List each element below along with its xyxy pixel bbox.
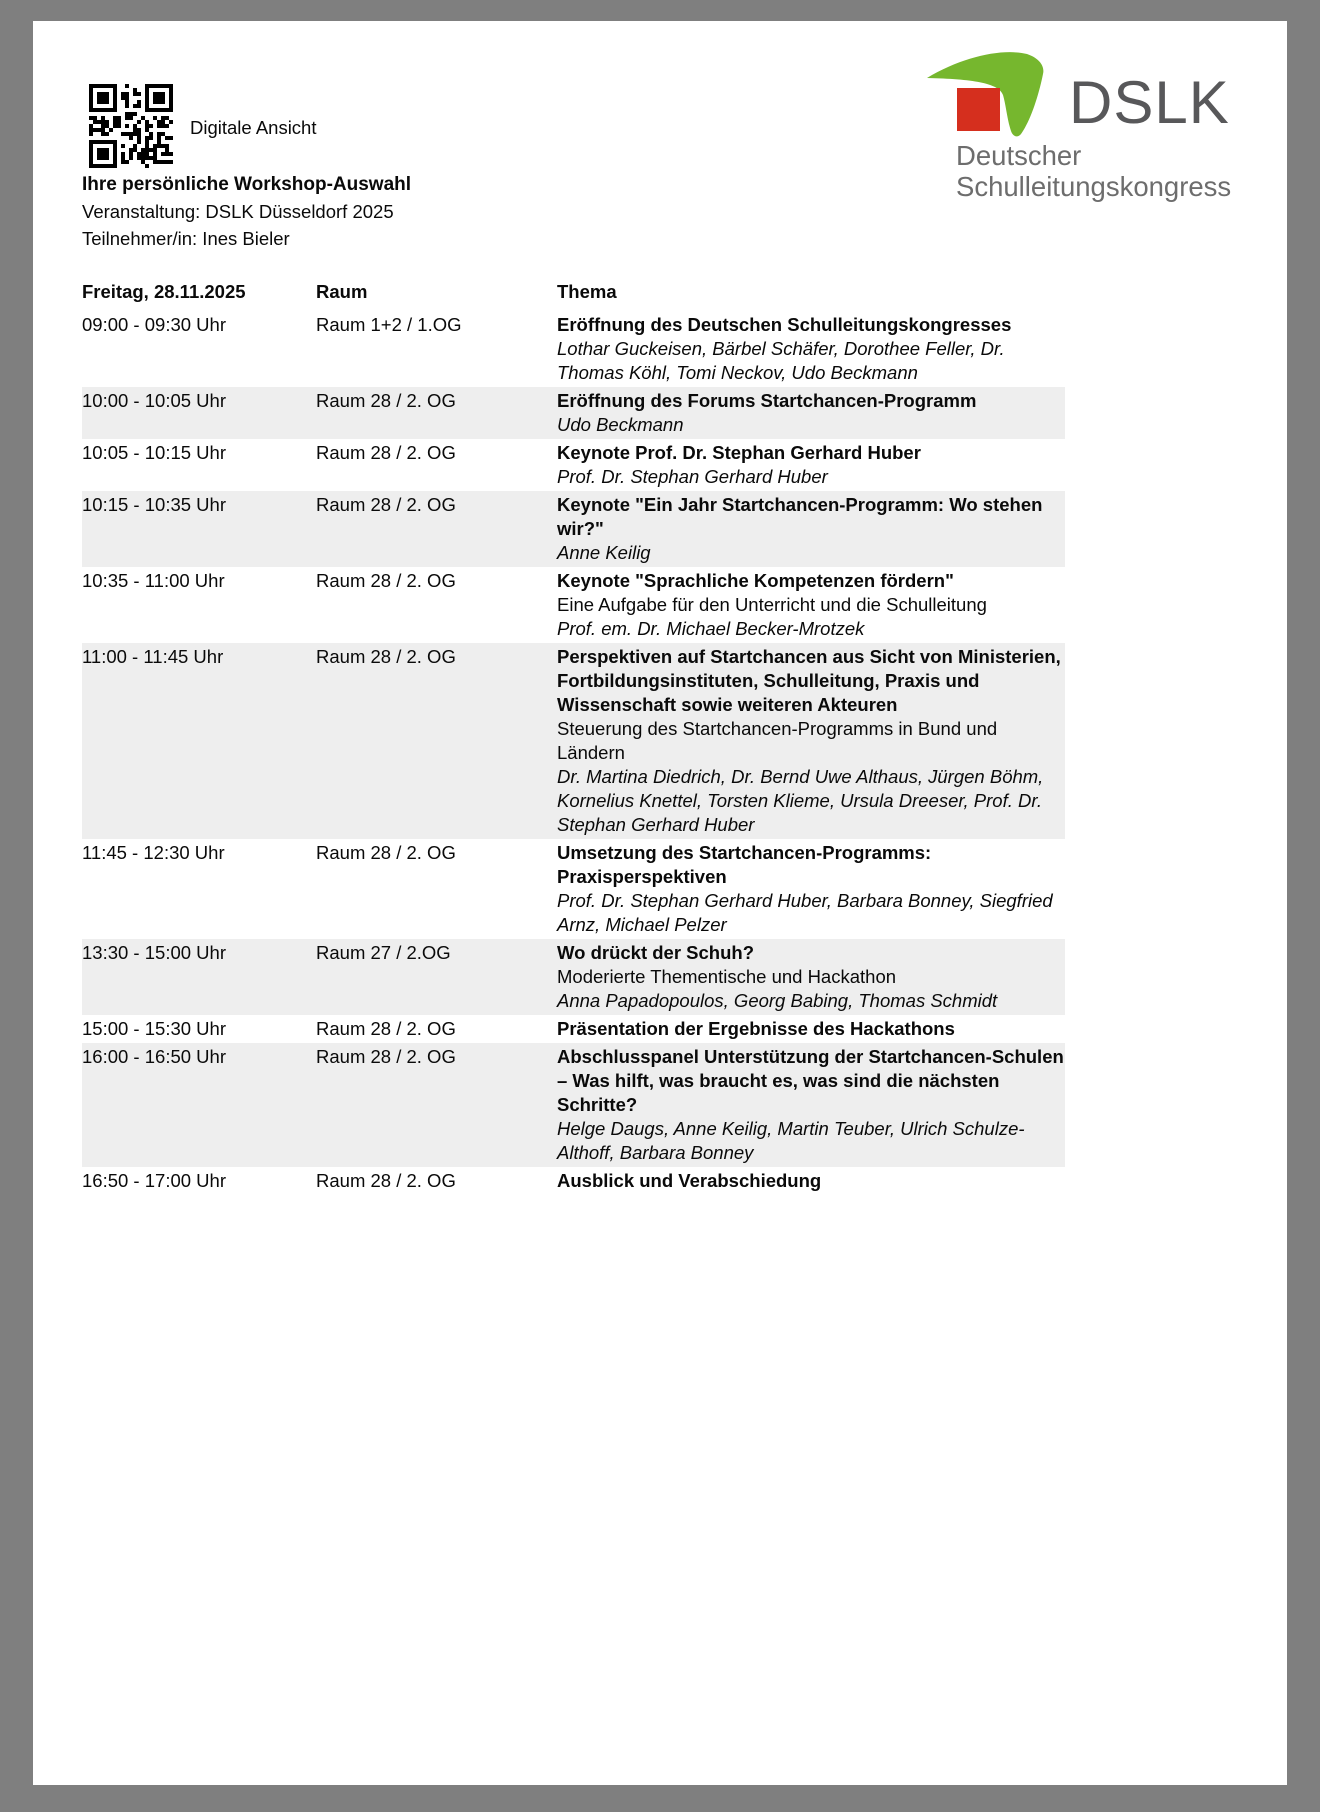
row-time: 10:00 - 10:05 Uhr (82, 390, 226, 411)
header-date: Freitag, 28.11.2025 (82, 281, 246, 302)
row-time: 10:35 - 11:00 Uhr (82, 570, 225, 591)
session-speakers: Anne Keilig (557, 542, 651, 563)
dslk-swoosh-icon (927, 50, 1045, 138)
session-title: Umsetzung des Startchancen-Programms: Praxisperspektiven (557, 842, 932, 887)
session-title: Eröffnung des Forums Startchancen-Programm (557, 390, 977, 411)
table-row (82, 567, 1065, 643)
session-title: Perspektiven auf Startchancen aus Sicht von Ministerien, Fortbildungsinstituten, Schulleitung, Praxis und Wissenschaft sowie weiteren Akteuren (557, 646, 1061, 715)
row-room: Raum 1+2 / 1.OG (316, 314, 462, 335)
event-line: Veranstaltung: DSLK Düsseldorf 2025 (82, 201, 394, 222)
row-thema (557, 313, 1065, 385)
session-title: Eröffnung des Deutschen Schulleitungskongresses (557, 314, 1012, 335)
session-speakers: Lothar Guckeisen, Bärbel Schäfer, Dorothee Feller, Dr. Thomas Köhl, Tomi Neckov, Udo Beckmann (557, 338, 1005, 383)
row-thema (557, 941, 1065, 1013)
table-header-row (82, 278, 1065, 306)
row-room: Raum 28 / 2. OG (316, 570, 456, 591)
row-thema (557, 1169, 1065, 1193)
session-speakers: Prof. em. Dr. Michael Becker-Mrotzek (557, 618, 865, 639)
row-time: 11:00 - 11:45 Uhr (82, 646, 224, 667)
qr-label: Digitale Ansicht (190, 117, 317, 138)
session-speakers: Anna Papadopoulos, Georg Babing, Thomas Schmidt (557, 990, 998, 1011)
session-subtitle: Eine Aufgabe für den Unterricht und die Schulleitung (557, 594, 987, 615)
logo-subtitle (956, 140, 1231, 202)
logo-red-square (957, 88, 1000, 131)
table-row (82, 939, 1065, 1015)
row-time: 15:00 - 15:30 Uhr (82, 1018, 226, 1039)
row-room: Raum 28 / 2. OG (316, 390, 456, 411)
table-row (82, 491, 1065, 567)
row-time: 16:50 - 17:00 Uhr (82, 1170, 226, 1191)
row-room: Raum 28 / 2. OG (316, 442, 456, 463)
table-row (82, 839, 1065, 939)
row-room: Raum 28 / 2. OG (316, 1046, 456, 1067)
session-speakers: Prof. Dr. Stephan Gerhard Huber, Barbara Bonney, Siegfried Arnz, Michael Pelzer (557, 890, 1053, 935)
document-page (33, 21, 1287, 1785)
session-title: Keynote "Ein Jahr Startchancen-Programm: Wo stehen wir?" (557, 494, 1043, 539)
table-row (82, 1043, 1065, 1167)
session-subtitle: Steuerung des Startchancen-Programms in Bund und Ländern (557, 718, 998, 763)
row-thema (557, 1045, 1065, 1165)
session-speakers: Udo Beckmann (557, 414, 684, 435)
row-thema (557, 841, 1065, 937)
logo-subtitle-line1: Deutscher (956, 140, 1082, 171)
header-room: Raum (316, 281, 368, 302)
row-thema (557, 493, 1065, 565)
session-speakers: Helge Daugs, Anne Keilig, Martin Teuber, Ulrich Schulze-Althoff, Barbara Bonney (557, 1118, 1025, 1163)
page-title: Ihre persönliche Workshop-Auswahl (82, 174, 412, 195)
session-title: Wo drückt der Schuh? (557, 942, 755, 963)
row-thema (557, 1017, 1065, 1041)
row-room: Raum 28 / 2. OG (316, 842, 456, 863)
row-room: Raum 28 / 2. OG (316, 646, 456, 667)
table-row (82, 1015, 1065, 1043)
row-time: 13:30 - 15:00 Uhr (82, 942, 226, 963)
session-title: Keynote "Sprachliche Kompetenzen fördern" (557, 570, 954, 591)
table-row (82, 643, 1065, 839)
session-speakers: Prof. Dr. Stephan Gerhard Huber (557, 466, 828, 487)
table-row (82, 1167, 1065, 1195)
schedule-table (82, 278, 1065, 1195)
row-time: 10:15 - 10:35 Uhr (82, 494, 226, 515)
row-room: Raum 27 / 2.OG (316, 942, 451, 963)
session-subtitle: Moderierte Thementische und Hackathon (557, 966, 897, 987)
row-time: 16:00 - 16:50 Uhr (82, 1046, 226, 1067)
session-title: Ausblick und Verabschiedung (557, 1170, 822, 1191)
row-time: 10:05 - 10:15 Uhr (82, 442, 226, 463)
row-time: 11:45 - 12:30 Uhr (82, 842, 225, 863)
session-title: Abschlusspanel Unterstützung der Startchancen-Schulen – Was hilft, was braucht es, was sind die nächsten Schritte? (557, 1046, 1064, 1115)
logo-acronym: DSLK (1069, 69, 1230, 136)
row-thema (557, 569, 1065, 641)
participant-line: Teilnehmer/in: Ines Bieler (82, 228, 290, 249)
session-title: Keynote Prof. Dr. Stephan Gerhard Huber (557, 442, 921, 463)
table-row (82, 311, 1065, 387)
table-row (82, 387, 1065, 439)
qr-code-icon (89, 84, 173, 168)
row-time: 09:00 - 09:30 Uhr (82, 314, 226, 335)
row-room: Raum 28 / 2. OG (316, 1018, 456, 1039)
row-room: Raum 28 / 2. OG (316, 494, 456, 515)
logo-subtitle-line2: Schulleitungskongress (956, 171, 1232, 202)
session-speakers: Dr. Martina Diedrich, Dr. Bernd Uwe Althaus, Jürgen Böhm, Kornelius Knettel, Torsten Klieme, Ursula Dreeser, Prof. Dr. Stephan Gerhard Huber (557, 766, 1044, 835)
row-room: Raum 28 / 2. OG (316, 1170, 456, 1191)
header-thema: Thema (557, 281, 617, 302)
table-row (82, 439, 1065, 491)
session-title: Präsentation der Ergebnisse des Hackathons (557, 1018, 955, 1039)
row-thema (557, 389, 1065, 437)
row-thema (557, 441, 1065, 489)
row-thema (557, 645, 1065, 837)
